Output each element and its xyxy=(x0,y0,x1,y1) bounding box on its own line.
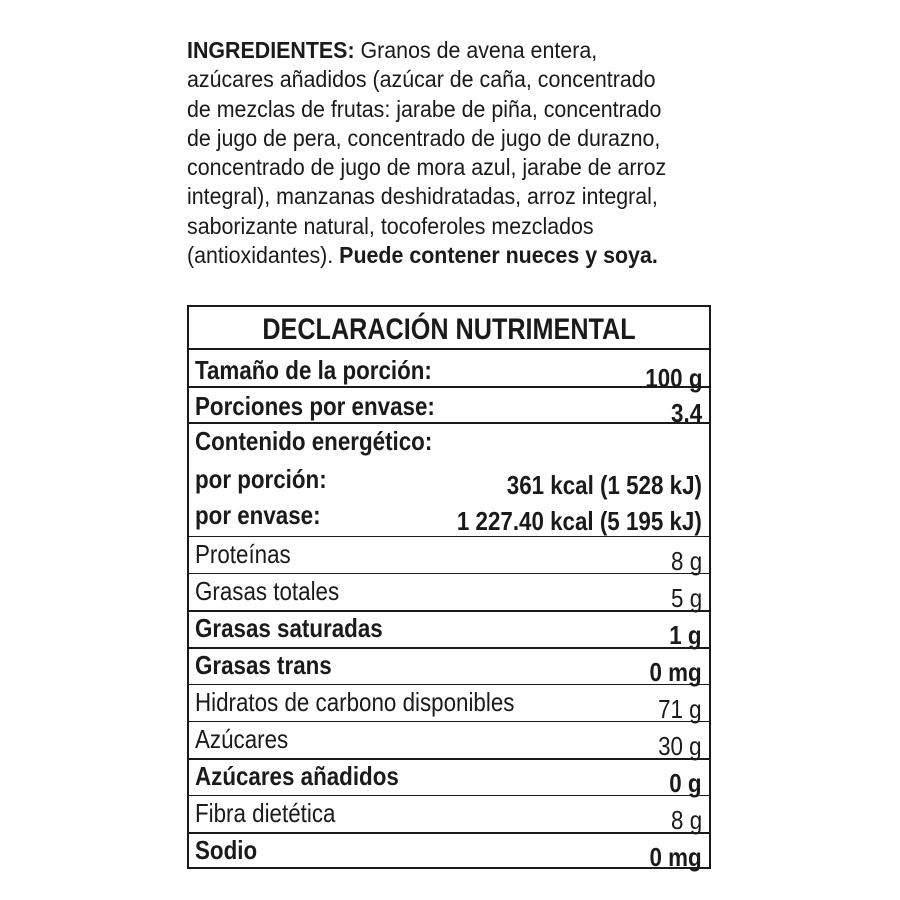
nutrient-label: Grasas trans xyxy=(195,650,332,680)
nutrient-value: 0 mg xyxy=(649,657,702,687)
ingredients-line: integral), manzanas deshidratadas, arroz integral, xyxy=(187,183,658,210)
nutrient-label: Azúcares xyxy=(195,724,289,754)
ingredients-line-text: Granos de avena entera, xyxy=(354,37,598,63)
serving-size-value: 100 g xyxy=(644,363,702,393)
divider xyxy=(189,758,709,760)
divider xyxy=(189,647,709,649)
nutrient-value: 0 g xyxy=(669,768,702,798)
nutrient-value: 30 g xyxy=(658,731,702,761)
nutrient-label: Hidratos de carbono disponibles xyxy=(195,687,515,717)
nutrient-label: Fibra dietética xyxy=(195,798,336,828)
ingredients-line: concentrado de jugo de mora azul, jarabe de arroz xyxy=(187,154,667,181)
servings-value: 3.4 xyxy=(670,398,702,428)
divider xyxy=(189,610,709,612)
energy-per-package-value: 1 227.40 kcal (5 195 kJ) xyxy=(457,506,702,536)
nutrient-label: Azúcares añadidos xyxy=(195,761,399,791)
divider xyxy=(189,832,709,834)
divider xyxy=(189,721,709,722)
nutrient-label: Proteínas xyxy=(195,539,291,569)
divider xyxy=(189,684,709,685)
ingredients-line: de mezclas de frutas: jarabe de piña, concentrado xyxy=(187,95,662,122)
nutrient-value: 8 g xyxy=(670,546,702,576)
nutrition-title: DECLARACIÓN NUTRIMENTAL xyxy=(262,313,636,346)
nutrient-value: 5 g xyxy=(670,583,702,613)
energy-per-package-label: por envase: xyxy=(195,500,321,530)
divider xyxy=(189,536,709,537)
divider xyxy=(189,386,709,388)
divider xyxy=(189,573,709,574)
ingredients-line: saborizante natural, tocoferoles mezclados xyxy=(187,212,594,239)
ingredients-line xyxy=(187,241,689,270)
nutrient-value: 8 g xyxy=(670,805,702,835)
nutrient-label: Grasas totales xyxy=(195,576,340,606)
nutrient-value: 71 g xyxy=(658,694,702,724)
energy-per-serving-label: por porción: xyxy=(195,464,327,494)
nutrient-value: 1 g xyxy=(669,620,702,650)
ingredients-text xyxy=(187,36,689,270)
nutrition-table xyxy=(187,305,711,872)
ingredients-line xyxy=(187,36,689,65)
ingredients-heading: INGREDIENTES: xyxy=(187,37,355,63)
energy-per-serving-value: 361 kcal (1 528 kJ) xyxy=(506,470,702,500)
energy-label: Contenido energético: xyxy=(195,426,433,456)
ingredients-line: azúcares añadidos (azúcar de caña, concentrado xyxy=(187,66,656,93)
nutrient-value: 0 mg xyxy=(649,842,702,872)
serving-size-label: Tamaño de la porción: xyxy=(195,355,432,385)
divider xyxy=(189,348,709,350)
divider xyxy=(189,795,709,796)
nutrient-label: Sodio xyxy=(195,835,258,865)
allergen-statement: Puede contener nueces y soya. xyxy=(339,242,658,269)
ingredients-line: de jugo de pera, concentrado de jugo de durazno, xyxy=(187,124,661,151)
nutrient-label: Grasas saturadas xyxy=(195,613,383,643)
ingredients-line-text: (antioxidantes). xyxy=(187,242,340,269)
divider xyxy=(189,422,709,424)
servings-label: Porciones por envase: xyxy=(195,391,435,421)
